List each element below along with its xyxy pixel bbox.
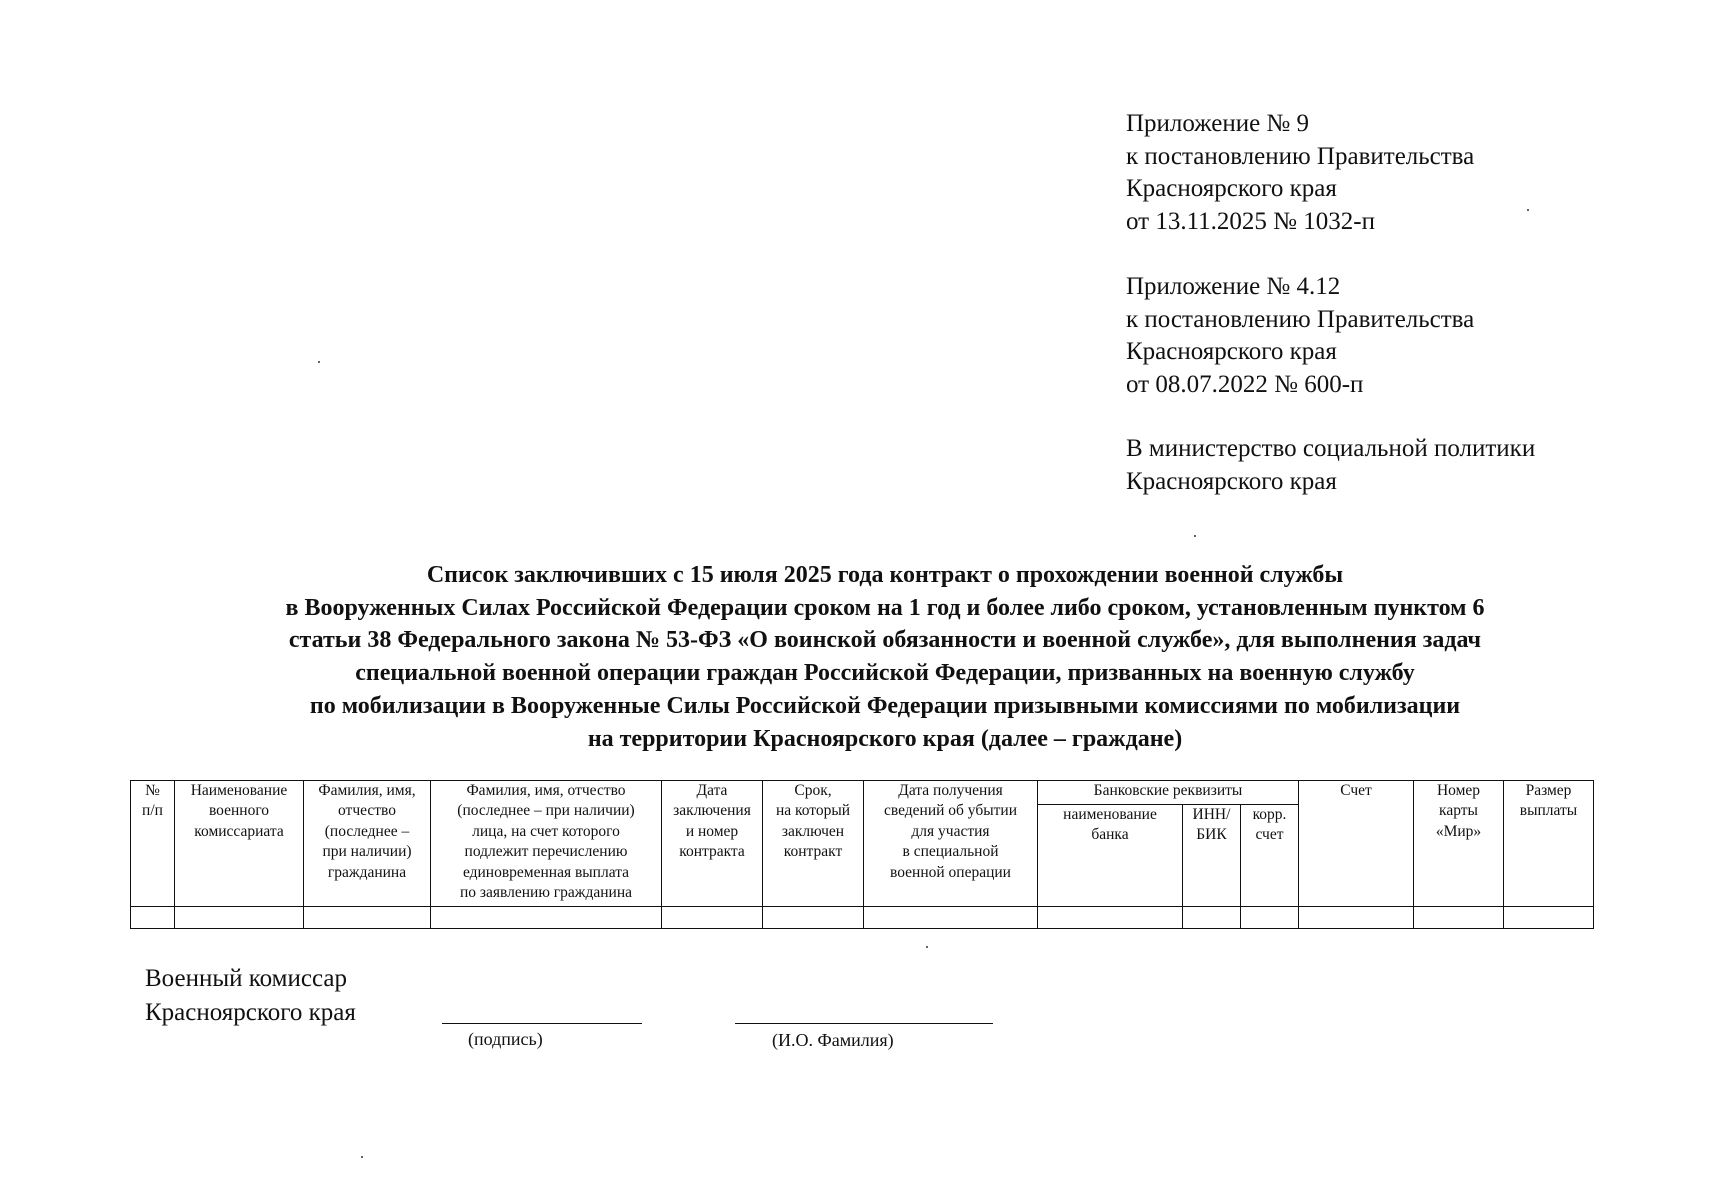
title-line: Список заключивших с 15 июля 2025 года контракт о прохождении военной службы [426, 562, 1344, 588]
title-line: в Вооруженных Силах Российской Федерации сроком на 1 год и более либо сроком, установленным пунктом 6 [285, 594, 1485, 621]
header-departure-date: Дата получения сведений об убытии для участия в специальной военной операции [864, 781, 1038, 907]
addressee-block [1126, 433, 1535, 498]
appendix-4-12-line: Красноярского края [1126, 338, 1337, 365]
signature-caption: (подпись) [468, 1029, 543, 1049]
header-contract-date: Дата заключения и номер контракта [662, 781, 763, 907]
table-cell [175, 907, 304, 929]
header-number: № п/п [131, 781, 175, 907]
scan-speck [1194, 535, 1196, 537]
header-commissariat: Наименование военного комиссариата [175, 781, 304, 907]
scan-speck [1527, 209, 1529, 211]
addressee-line: В министерство социальной политики [1126, 435, 1536, 462]
title-line: на территории Красноярского края (далее – граждане) [587, 725, 1183, 752]
table-cell [1504, 907, 1594, 929]
appendix-9-line: Красноярского края [1126, 175, 1337, 202]
scan-speck [318, 361, 320, 363]
list-table [130, 780, 1594, 929]
document-title [100, 559, 1670, 755]
title-line: по мобилизации в Вооруженные Силы Российской Федерации призывными комиссиями по мобилизации [309, 692, 1461, 719]
scan-speck [926, 946, 928, 948]
header-card-number: Номер карты «Мир» [1414, 781, 1504, 907]
signer-title [145, 962, 356, 1030]
appendix-4-12-header [1126, 271, 1474, 401]
table-cell [304, 907, 431, 929]
name-caption: (И.О. Фамилия) [772, 1030, 894, 1050]
header-corr-account: корр. счет [1241, 805, 1299, 907]
appendix-9-line: к постановлению Правительства [1126, 142, 1475, 170]
header-recipient-name: Фамилия, имя, отчество (последнее – при наличии) лица, на счет которого подлежит перечислению единовременная выплата по заявлению гражданина [431, 781, 662, 907]
appendix-4-12-line: к постановлению Правительства [1126, 305, 1475, 333]
appendix-9-line: Приложение № 9 [1126, 110, 1310, 137]
scan-speck [361, 1156, 363, 1158]
table-cell [1038, 907, 1183, 929]
signer-line: Красноярского края [145, 999, 356, 1026]
table-cell [1183, 907, 1241, 929]
signature-line [442, 1023, 642, 1024]
table-cell [131, 907, 175, 929]
table-cell [864, 907, 1038, 929]
header-bank-details: Банковские реквизиты [1038, 781, 1299, 805]
header-account: Счет [1299, 781, 1414, 907]
header-citizen-name: Фамилия, имя, отчество (последнее – при наличии) гражданина [304, 781, 431, 907]
header-payment-amount: Размер выплаты [1504, 781, 1594, 907]
appendix-9-line: от 13.11.2025 № 1032-п [1126, 207, 1375, 235]
header-contract-term: Срок, на который заключен контракт [763, 781, 864, 907]
title-line: статьи 38 Федерального закона № 53-ФЗ «О воинской обязанности и военной службе», для выполнения задач [288, 627, 1482, 654]
addressee-line: Красноярского края [1126, 467, 1337, 495]
table-cell [1241, 907, 1299, 929]
header-bank-name: наименование банка [1038, 805, 1183, 907]
appendix-4-12-line: Приложение № 4.12 [1126, 273, 1341, 300]
table-row [131, 907, 1594, 929]
table-cell [662, 907, 763, 929]
title-line: специальной военной операции граждан Российской Федерации, призванных на военную службу [355, 660, 1415, 687]
table-cell [431, 907, 662, 929]
header-inn-bik: ИНН/ БИК [1183, 805, 1241, 907]
appendix-9-header [1126, 108, 1474, 238]
table-cell [1414, 907, 1504, 929]
appendix-4-12-line: от 08.07.2022 № 600-п [1126, 370, 1364, 398]
signer-line: Военный комиссар [145, 965, 347, 992]
table-cell [1299, 907, 1414, 929]
name-line [735, 1023, 993, 1024]
table-cell [763, 907, 864, 929]
